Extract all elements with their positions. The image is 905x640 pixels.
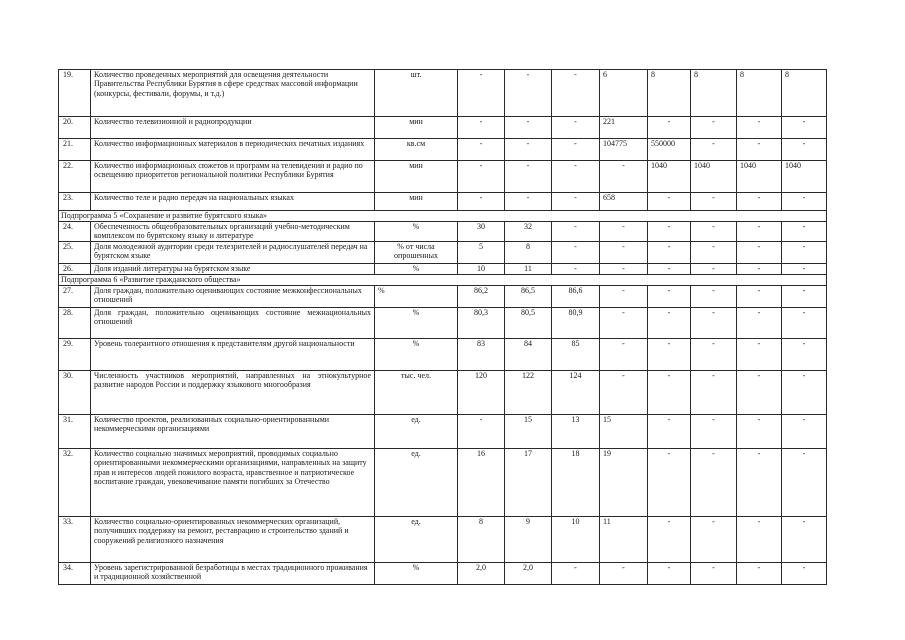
table-row	[59, 517, 827, 563]
value-cell: -	[737, 415, 782, 449]
unit-cell: ед.	[375, 517, 458, 563]
value-cell: 9	[505, 517, 552, 563]
value-cell: -	[648, 117, 691, 139]
unit-cell: шт.	[375, 70, 458, 117]
table-row	[59, 161, 827, 193]
value-cell: 1040	[737, 161, 782, 193]
table-row	[59, 563, 827, 585]
value-cell: -	[458, 415, 505, 449]
value-cell: -	[552, 563, 600, 585]
table-row	[59, 139, 827, 161]
value-cell: -	[691, 415, 737, 449]
value-cell: 8	[458, 517, 505, 563]
value-cell: 221	[600, 117, 648, 139]
indicator-name: Количество проектов, реализованных социально-ориентированными некоммерческими организациями	[91, 415, 375, 449]
value-cell: -	[782, 563, 827, 585]
row-number: 28.	[59, 308, 91, 339]
value-cell: -	[782, 193, 827, 211]
value-cell: 8	[648, 70, 691, 117]
value-cell: -	[505, 193, 552, 211]
value-cell: -	[782, 371, 827, 415]
value-cell: 8	[782, 70, 827, 117]
value-cell: 86,5	[505, 286, 552, 308]
value-cell: -	[691, 449, 737, 517]
value-cell: -	[648, 415, 691, 449]
value-cell: 80,9	[552, 308, 600, 339]
indicator-name: Количество информационных материалов в периодических печатных изданиях	[91, 139, 375, 161]
row-number: 26.	[59, 264, 91, 275]
section-title: Подпрограмма 5 «Сохранение и развитие бурятского языка»	[59, 211, 827, 222]
unit-cell: %	[375, 286, 458, 308]
section-header-row	[59, 211, 827, 222]
value-cell: 15	[505, 415, 552, 449]
value-cell: -	[737, 286, 782, 308]
value-cell: -	[782, 339, 827, 371]
indicator-name: Количество социально-ориентированных некоммерческих организаций, получивших поддержку на ремонт, реставрацию и строительство зданий и сооружений религиозного назначения	[91, 517, 375, 563]
indicator-name: Количество проведенных мероприятий для освещения деятельности Правительства Республики Бурятия в сфере средствах массовой информации (конкурсы, фестивали, форумы, и т.д.)	[91, 70, 375, 117]
value-cell: 8	[737, 70, 782, 117]
value-cell: -	[782, 117, 827, 139]
value-cell: 80,5	[505, 308, 552, 339]
value-cell: -	[691, 517, 737, 563]
unit-cell: %	[375, 264, 458, 275]
value-cell: -	[552, 193, 600, 211]
value-cell: 104775	[600, 139, 648, 161]
table-row	[59, 70, 827, 117]
unit-cell: %	[375, 308, 458, 339]
value-cell: 11	[600, 517, 648, 563]
value-cell: -	[600, 264, 648, 275]
value-cell: -	[600, 563, 648, 585]
section-header-row	[59, 275, 827, 286]
value-cell: 15	[600, 415, 648, 449]
value-cell: -	[458, 139, 505, 161]
value-cell: -	[552, 242, 600, 264]
value-cell: -	[648, 449, 691, 517]
value-cell: -	[600, 371, 648, 415]
unit-cell: %	[375, 222, 458, 242]
value-cell: -	[505, 139, 552, 161]
value-cell: -	[782, 264, 827, 275]
unit-cell: %	[375, 339, 458, 371]
value-cell: -	[691, 193, 737, 211]
value-cell: 550000	[648, 139, 691, 161]
row-number: 31.	[59, 415, 91, 449]
row-number: 25.	[59, 242, 91, 264]
row-number: 20.	[59, 117, 91, 139]
row-number: 34.	[59, 563, 91, 585]
row-number: 27.	[59, 286, 91, 308]
value-cell: 13	[552, 415, 600, 449]
value-cell: -	[458, 117, 505, 139]
value-cell: -	[691, 339, 737, 371]
value-cell: 6	[600, 70, 648, 117]
value-cell: -	[691, 563, 737, 585]
value-cell: 84	[505, 339, 552, 371]
table-row	[59, 371, 827, 415]
table-row	[59, 193, 827, 211]
value-cell: -	[782, 242, 827, 264]
table-row	[59, 415, 827, 449]
value-cell: -	[600, 286, 648, 308]
row-number: 33.	[59, 517, 91, 563]
value-cell: -	[458, 161, 505, 193]
value-cell: -	[691, 286, 737, 308]
value-cell: -	[552, 117, 600, 139]
indicator-name: Количество телевизионной и радиопродукции	[91, 117, 375, 139]
value-cell: -	[691, 117, 737, 139]
value-cell: -	[782, 286, 827, 308]
indicators-table	[58, 69, 827, 585]
value-cell: -	[458, 193, 505, 211]
value-cell: -	[648, 517, 691, 563]
value-cell: 19	[600, 449, 648, 517]
indicator-name: Количество социально значимых мероприятий, проводимых социально ориентированными некоммерческими организациями, направленных на защиту прав и интересов людей пожилого возраста, нравственное и патриотическое воспитание граждан, увековечивание памяти погибших за Отечество	[91, 449, 375, 517]
value-cell: -	[552, 222, 600, 242]
unit-cell: мин	[375, 193, 458, 211]
value-cell: -	[648, 264, 691, 275]
value-cell: 658	[600, 193, 648, 211]
value-cell: 86,6	[552, 286, 600, 308]
value-cell: -	[600, 308, 648, 339]
value-cell: -	[458, 70, 505, 117]
indicator-name: Доля граждан, положительно оценивающих состояние межконфессиональных отношений	[91, 286, 375, 308]
value-cell: -	[691, 139, 737, 161]
indicator-name: Доля молодежной аудитории среди телезрителей и радиослушателей передач на бурятском языке	[91, 242, 375, 264]
value-cell: 32	[505, 222, 552, 242]
value-cell: -	[737, 193, 782, 211]
table-row	[59, 449, 827, 517]
table-row	[59, 339, 827, 371]
value-cell: -	[505, 70, 552, 117]
value-cell: -	[737, 308, 782, 339]
value-cell: -	[691, 222, 737, 242]
value-cell: -	[691, 242, 737, 264]
unit-cell: ед.	[375, 415, 458, 449]
value-cell: 1040	[648, 161, 691, 193]
value-cell: -	[782, 449, 827, 517]
value-cell: 85	[552, 339, 600, 371]
unit-cell: тыс. чел.	[375, 371, 458, 415]
value-cell: 86,2	[458, 286, 505, 308]
value-cell: -	[552, 264, 600, 275]
value-cell: 122	[505, 371, 552, 415]
value-cell: -	[737, 339, 782, 371]
value-cell: 8	[505, 242, 552, 264]
value-cell: -	[691, 264, 737, 275]
row-number: 29.	[59, 339, 91, 371]
value-cell: -	[505, 161, 552, 193]
value-cell: 10	[458, 264, 505, 275]
value-cell: -	[782, 308, 827, 339]
unit-cell: кв.см	[375, 139, 458, 161]
value-cell: -	[648, 563, 691, 585]
value-cell: -	[782, 139, 827, 161]
value-cell: -	[552, 139, 600, 161]
table-row	[59, 308, 827, 339]
unit-cell: % от числа опрошенных	[375, 242, 458, 264]
value-cell: 5	[458, 242, 505, 264]
value-cell: -	[648, 286, 691, 308]
value-cell: -	[648, 193, 691, 211]
value-cell: -	[782, 415, 827, 449]
value-cell: -	[600, 161, 648, 193]
value-cell: 1040	[691, 161, 737, 193]
value-cell: -	[737, 222, 782, 242]
row-number: 19.	[59, 70, 91, 117]
table-row	[59, 264, 827, 275]
value-cell: -	[737, 371, 782, 415]
indicator-name: Доля граждан, положительно оценивающих состояние межнациональных отношений	[91, 308, 375, 339]
table-row	[59, 286, 827, 308]
value-cell: 2,0	[505, 563, 552, 585]
row-number: 23.	[59, 193, 91, 211]
value-cell: -	[552, 161, 600, 193]
value-cell: 8	[691, 70, 737, 117]
indicator-name: Обеспеченность общеобразовательных организаций учебно-методическим комплексом по бурятскому языку и литературе	[91, 222, 375, 242]
row-number: 22.	[59, 161, 91, 193]
value-cell: 16	[458, 449, 505, 517]
value-cell: 2,0	[458, 563, 505, 585]
value-cell: -	[782, 517, 827, 563]
row-number: 21.	[59, 139, 91, 161]
indicator-name: Уровень зарегистрированной безработицы в местах традиционного проживания и традиционной хозяйственной	[91, 563, 375, 585]
table-row	[59, 117, 827, 139]
value-cell: -	[552, 70, 600, 117]
value-cell: 11	[505, 264, 552, 275]
value-cell: -	[600, 339, 648, 371]
value-cell: -	[737, 264, 782, 275]
value-cell: -	[648, 339, 691, 371]
value-cell: 120	[458, 371, 505, 415]
value-cell: -	[648, 242, 691, 264]
unit-cell: %	[375, 563, 458, 585]
value-cell: -	[600, 242, 648, 264]
value-cell: -	[737, 117, 782, 139]
value-cell: -	[691, 308, 737, 339]
value-cell: 10	[552, 517, 600, 563]
value-cell: -	[505, 117, 552, 139]
indicator-name: Количество теле и радио передач на национальных языках	[91, 193, 375, 211]
unit-cell: ед.	[375, 449, 458, 517]
indicator-name: Численность участников мероприятий, направленных на этнокультурное развитие народов России и поддержку языкового многообразия	[91, 371, 375, 415]
value-cell: -	[648, 371, 691, 415]
value-cell: -	[737, 449, 782, 517]
value-cell: -	[737, 563, 782, 585]
value-cell: 80,3	[458, 308, 505, 339]
table-row	[59, 222, 827, 242]
value-cell: -	[600, 222, 648, 242]
row-number: 32.	[59, 449, 91, 517]
value-cell: -	[648, 308, 691, 339]
indicator-name: Уровень толерантного отношения к представителям другой национальности	[91, 339, 375, 371]
indicator-name: Доля изданий литературы на бурятском языке	[91, 264, 375, 275]
value-cell: -	[737, 242, 782, 264]
indicator-name: Количество информационных сюжетов и программ на телевидении и радио по освещению приоритетов региональной политики Республики Бурятия	[91, 161, 375, 193]
value-cell: 124	[552, 371, 600, 415]
value-cell: -	[737, 517, 782, 563]
unit-cell: мин	[375, 117, 458, 139]
value-cell: 18	[552, 449, 600, 517]
value-cell: 30	[458, 222, 505, 242]
unit-cell: мин	[375, 161, 458, 193]
table-row	[59, 242, 827, 264]
value-cell: -	[691, 371, 737, 415]
value-cell: 83	[458, 339, 505, 371]
value-cell: -	[648, 222, 691, 242]
value-cell: -	[782, 222, 827, 242]
value-cell: -	[737, 139, 782, 161]
value-cell: 1040	[782, 161, 827, 193]
section-title: Подпрограмма 6 «Развитие гражданского общества»	[59, 275, 827, 286]
row-number: 30.	[59, 371, 91, 415]
row-number: 24.	[59, 222, 91, 242]
value-cell: 17	[505, 449, 552, 517]
